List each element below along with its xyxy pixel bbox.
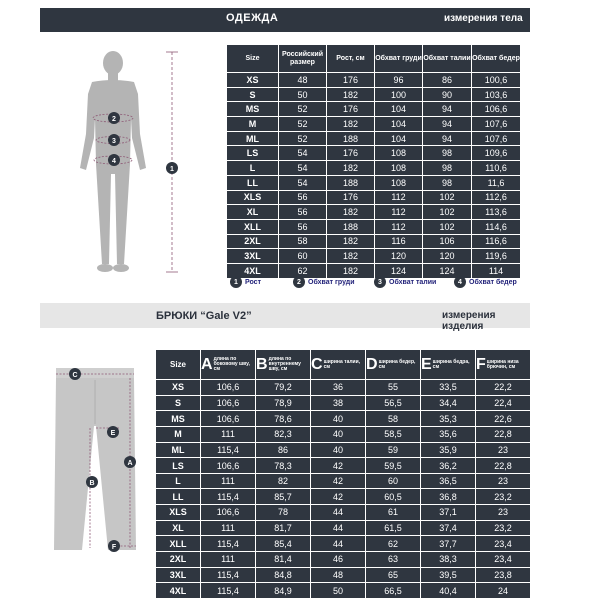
size-cell: XLL — [156, 536, 201, 552]
value-cell: 39,5 — [421, 567, 476, 583]
value-cell: 79,2 — [256, 380, 311, 396]
value-cell: 96 — [375, 73, 423, 88]
value-cell: 102 — [423, 190, 472, 205]
value-cell: 82 — [256, 473, 311, 489]
table-row — [156, 567, 531, 583]
size-cell: S — [227, 87, 279, 102]
table-row — [156, 473, 531, 489]
pants-size-table — [155, 349, 531, 599]
size-cell: ML — [227, 131, 279, 146]
value-cell: 106,6 — [472, 102, 521, 117]
table-row — [156, 458, 531, 474]
value-cell: 58,5 — [366, 426, 421, 442]
value-cell: 59,5 — [366, 458, 421, 474]
legend-item-hips — [454, 276, 517, 288]
value-cell: 38,3 — [421, 552, 476, 568]
value-cell: 106,6 — [201, 411, 256, 427]
clothing-subtitle: измерения тела — [444, 13, 523, 24]
size-cell: ML — [156, 442, 201, 458]
value-cell: 22,6 — [476, 411, 531, 427]
value-cell: 54 — [279, 175, 327, 190]
size-cell: 3XL — [156, 567, 201, 583]
pants-table-header-a — [201, 350, 256, 380]
table-row — [227, 219, 521, 234]
value-cell: 56 — [279, 205, 327, 220]
legend-label-chest: Обхват груди — [308, 278, 355, 286]
table-row — [227, 161, 521, 176]
size-cell: XL — [227, 205, 279, 220]
value-cell: 78 — [256, 505, 311, 521]
value-cell: 98 — [423, 146, 472, 161]
value-cell: 48 — [279, 73, 327, 88]
value-cell: 37,7 — [421, 536, 476, 552]
value-cell: 84,9 — [256, 583, 311, 599]
value-cell: 90 — [423, 87, 472, 102]
value-cell: 120 — [375, 249, 423, 264]
value-cell: 110,6 — [472, 161, 521, 176]
size-cell: XLS — [227, 190, 279, 205]
size-cell: LL — [227, 175, 279, 190]
size-cell: M — [227, 117, 279, 132]
value-cell: 60,5 — [366, 489, 421, 505]
value-cell: 54 — [279, 146, 327, 161]
value-cell: 62 — [366, 536, 421, 552]
table-row — [227, 87, 521, 102]
table-row — [156, 505, 531, 521]
value-cell: 111 — [201, 520, 256, 536]
value-cell: 102 — [423, 219, 472, 234]
column-letter: C — [311, 355, 323, 373]
value-cell: 114 — [472, 263, 521, 278]
value-cell: 55 — [366, 380, 421, 396]
value-cell: 104 — [375, 131, 423, 146]
value-cell: 78,9 — [256, 395, 311, 411]
value-cell: 44 — [311, 505, 366, 521]
body-table-header-cell: Обхват груди — [375, 45, 423, 73]
value-cell: 182 — [327, 87, 375, 102]
value-cell: 33,5 — [421, 380, 476, 396]
value-cell: 182 — [327, 205, 375, 220]
value-cell: 124 — [375, 263, 423, 278]
value-cell: 58 — [279, 234, 327, 249]
marker-3-label: 3 — [112, 138, 116, 145]
value-cell: 116 — [375, 234, 423, 249]
value-cell: 81,4 — [256, 552, 311, 568]
size-cell: XL — [156, 520, 201, 536]
value-cell: 60 — [366, 473, 421, 489]
pants-figure — [50, 362, 150, 562]
pants-title: БРЮКИ “Gale V2” — [156, 310, 252, 322]
value-cell: 65 — [366, 567, 421, 583]
size-cell: 4XL — [156, 583, 201, 599]
value-cell: 115,4 — [201, 442, 256, 458]
value-cell: 98 — [423, 161, 472, 176]
value-cell: 106,6 — [201, 505, 256, 521]
pants-silhouette — [54, 368, 136, 550]
value-cell: 182 — [327, 249, 375, 264]
value-cell: 86 — [423, 73, 472, 88]
size-cell: XS — [156, 380, 201, 396]
size-cell: MS — [156, 411, 201, 427]
value-cell: 188 — [327, 219, 375, 234]
value-cell: 114,6 — [472, 219, 521, 234]
legend-dot-2: 2 — [293, 276, 305, 288]
table-row — [156, 426, 531, 442]
value-cell: 44 — [311, 520, 366, 536]
column-letter: D — [366, 355, 378, 373]
body-table-header-cell: Size — [227, 45, 279, 73]
value-cell: 78,6 — [256, 411, 311, 427]
table-row — [156, 489, 531, 505]
body-figure — [68, 46, 190, 282]
table-row — [156, 442, 531, 458]
value-cell: 23,4 — [476, 536, 531, 552]
value-cell: 94 — [423, 102, 472, 117]
table-row — [227, 117, 521, 132]
size-cell: 3XL — [227, 249, 279, 264]
value-cell: 78,3 — [256, 458, 311, 474]
size-cell: XS — [227, 73, 279, 88]
table-row — [227, 190, 521, 205]
size-cell: 2XL — [156, 552, 201, 568]
value-cell: 52 — [279, 102, 327, 117]
value-cell: 176 — [327, 190, 375, 205]
value-cell: 111 — [201, 552, 256, 568]
size-cell: LS — [227, 146, 279, 161]
value-cell: 176 — [327, 73, 375, 88]
column-letter: B — [256, 355, 268, 373]
value-cell: 40 — [311, 426, 366, 442]
value-cell: 23 — [476, 442, 531, 458]
value-cell: 61 — [366, 505, 421, 521]
table-row — [227, 73, 521, 88]
pants-subtitle: измерения изделия — [442, 310, 496, 332]
value-cell: 108 — [375, 175, 423, 190]
pants-table-header-f — [476, 350, 531, 380]
legend-item-chest — [293, 276, 355, 288]
value-cell: 107,6 — [472, 117, 521, 132]
size-cell: L — [156, 473, 201, 489]
value-cell: 188 — [327, 131, 375, 146]
value-cell: 42 — [311, 473, 366, 489]
value-cell: 56,5 — [366, 395, 421, 411]
body-size-table — [226, 44, 521, 279]
table-row — [156, 583, 531, 599]
value-cell: 50 — [279, 87, 327, 102]
value-cell: 66,5 — [366, 583, 421, 599]
table-row — [156, 380, 531, 396]
value-cell: 23,2 — [476, 489, 531, 505]
value-cell: 24 — [476, 583, 531, 599]
value-cell: 63 — [366, 552, 421, 568]
value-cell: 36,8 — [421, 489, 476, 505]
column-letter: F — [476, 355, 486, 373]
value-cell: 42 — [311, 458, 366, 474]
value-cell: 176 — [327, 102, 375, 117]
pants-header-content — [256, 350, 310, 379]
pants-table-header-c — [311, 350, 366, 380]
value-cell: 40 — [311, 411, 366, 427]
marker-a-label: A — [127, 460, 133, 467]
size-cell: LL — [156, 489, 201, 505]
value-cell: 56 — [279, 190, 327, 205]
value-cell: 59 — [366, 442, 421, 458]
legend-label-waist: Обхват талии — [389, 278, 437, 286]
legend-item-height — [230, 276, 261, 288]
body-table-header-cell: Российский размер — [279, 45, 327, 73]
value-cell: 106 — [423, 234, 472, 249]
table-row — [227, 131, 521, 146]
value-cell: 107,6 — [472, 131, 521, 146]
value-cell: 112,6 — [472, 190, 521, 205]
value-cell: 22,2 — [476, 380, 531, 396]
value-cell: 36 — [311, 380, 366, 396]
size-cell: XLS — [156, 505, 201, 521]
marker-b-label: B — [89, 480, 95, 487]
body-table-header-cell: Рост, см — [327, 45, 375, 73]
value-cell: 22,8 — [476, 458, 531, 474]
value-cell: 37,1 — [421, 505, 476, 521]
value-cell: 48 — [311, 567, 366, 583]
size-cell: M — [156, 426, 201, 442]
pants-header-content — [366, 350, 420, 379]
marker-2-label: 2 — [112, 116, 116, 123]
value-cell: 58 — [366, 411, 421, 427]
value-cell: 60 — [279, 249, 327, 264]
value-cell: 40 — [311, 442, 366, 458]
clothing-header-band — [40, 8, 530, 32]
legend-dot-1: 1 — [230, 276, 242, 288]
value-cell: 124 — [423, 263, 472, 278]
value-cell: 115,4 — [201, 536, 256, 552]
value-cell: 23,4 — [476, 552, 531, 568]
table-row — [227, 234, 521, 249]
pants-table-header-d — [366, 350, 421, 380]
body-table-header-cell: Обхват талии — [423, 45, 472, 73]
value-cell: 116,6 — [472, 234, 521, 249]
value-cell: 36,5 — [421, 473, 476, 489]
legend-item-waist — [374, 276, 436, 288]
value-cell: 36,2 — [421, 458, 476, 474]
value-cell: 37,4 — [421, 520, 476, 536]
value-cell: 112 — [375, 205, 423, 220]
column-description: ширина бедра, см — [432, 358, 470, 370]
marker-f-label: F — [111, 544, 117, 551]
value-cell: 11,6 — [472, 175, 521, 190]
value-cell: 23 — [476, 505, 531, 521]
column-description: ширина бедер, см — [378, 358, 416, 370]
column-letter: E — [421, 355, 432, 373]
value-cell: 35,9 — [421, 442, 476, 458]
value-cell: 98 — [423, 175, 472, 190]
value-cell: 86 — [256, 442, 311, 458]
legend-dot-4: 4 — [454, 276, 466, 288]
pants-header-content — [311, 350, 365, 379]
value-cell: 44 — [311, 536, 366, 552]
value-cell: 42 — [311, 489, 366, 505]
value-cell: 182 — [327, 117, 375, 132]
value-cell: 112 — [375, 190, 423, 205]
size-cell: XLL — [227, 219, 279, 234]
size-cell: 2XL — [227, 234, 279, 249]
value-cell: 23,2 — [476, 520, 531, 536]
value-cell: 52 — [279, 117, 327, 132]
value-cell: 112 — [375, 219, 423, 234]
value-cell: 100 — [375, 87, 423, 102]
pants-header-content — [421, 350, 475, 379]
value-cell: 85,4 — [256, 536, 311, 552]
marker-1-label: 1 — [170, 166, 174, 173]
size-cell: S — [156, 395, 201, 411]
value-cell: 104 — [375, 102, 423, 117]
table-row — [227, 102, 521, 117]
value-cell: 94 — [423, 131, 472, 146]
value-cell: 106,6 — [201, 380, 256, 396]
value-cell: 109,6 — [472, 146, 521, 161]
value-cell: 54 — [279, 161, 327, 176]
size-cell: 4XL — [227, 263, 279, 278]
value-cell: 111 — [201, 426, 256, 442]
table-row — [156, 395, 531, 411]
body-table-header-cell: Обхват бедер — [472, 45, 521, 73]
column-description: ширина низа брючин, см — [486, 358, 519, 370]
value-cell: 182 — [327, 263, 375, 278]
value-cell: 23 — [476, 473, 531, 489]
table-row — [156, 411, 531, 427]
pants-header-content — [201, 350, 255, 379]
value-cell: 106,6 — [201, 458, 256, 474]
legend-label-hips: Обхват бедер — [469, 278, 517, 286]
value-cell: 119,6 — [472, 249, 521, 264]
value-cell: 102 — [423, 205, 472, 220]
value-cell: 82,3 — [256, 426, 311, 442]
column-letter: A — [201, 355, 213, 373]
table-row — [227, 175, 521, 190]
value-cell: 108 — [375, 146, 423, 161]
marker-c-label: C — [72, 372, 78, 379]
value-cell: 23,8 — [476, 567, 531, 583]
value-cell: 176 — [327, 146, 375, 161]
value-cell: 35,3 — [421, 411, 476, 427]
table-row — [227, 146, 521, 161]
value-cell: 38 — [311, 395, 366, 411]
value-cell: 111 — [201, 473, 256, 489]
size-cell: LS — [156, 458, 201, 474]
pants-header-content — [476, 350, 530, 379]
value-cell: 108 — [375, 161, 423, 176]
value-cell: 94 — [423, 117, 472, 132]
value-cell: 22,4 — [476, 395, 531, 411]
marker-e-label: E — [110, 430, 116, 437]
value-cell: 104 — [375, 117, 423, 132]
value-cell: 46 — [311, 552, 366, 568]
value-cell: 81,7 — [256, 520, 311, 536]
pants-table-header-e — [421, 350, 476, 380]
value-cell: 61,5 — [366, 520, 421, 536]
table-row — [156, 536, 531, 552]
value-cell: 120 — [423, 249, 472, 264]
value-cell: 182 — [327, 161, 375, 176]
value-cell: 52 — [279, 131, 327, 146]
clothing-title: ОДЕЖДА — [226, 12, 279, 24]
pants-table-size-header: Size — [156, 350, 201, 380]
legend-label-height: Рост — [245, 278, 261, 286]
value-cell: 85,7 — [256, 489, 311, 505]
legend-dot-3: 3 — [374, 276, 386, 288]
pants-header-band — [40, 303, 530, 332]
value-cell: 113,6 — [472, 205, 521, 220]
pants-table-header-b — [256, 350, 311, 380]
size-cell: L — [227, 161, 279, 176]
marker-4-label: 4 — [112, 158, 116, 165]
value-cell: 103,6 — [472, 87, 521, 102]
value-cell: 106,6 — [201, 395, 256, 411]
value-cell: 40,4 — [421, 583, 476, 599]
size-cell: MS — [227, 102, 279, 117]
value-cell: 56 — [279, 219, 327, 234]
value-cell: 62 — [279, 263, 327, 278]
value-cell: 84,8 — [256, 567, 311, 583]
value-cell: 100,6 — [472, 73, 521, 88]
value-cell: 35,6 — [421, 426, 476, 442]
column-description: ширина талии, см — [323, 358, 361, 370]
column-description: длина по внутреннему шву, см — [268, 356, 301, 372]
table-row — [156, 552, 531, 568]
value-cell: 22,8 — [476, 426, 531, 442]
value-cell: 188 — [327, 175, 375, 190]
table-row — [227, 249, 521, 264]
value-cell: 182 — [327, 234, 375, 249]
table-row — [227, 205, 521, 220]
value-cell: 115,4 — [201, 583, 256, 599]
value-cell: 50 — [311, 583, 366, 599]
column-description: длина по боковому шву, см — [213, 356, 250, 372]
value-cell: 34,4 — [421, 395, 476, 411]
value-cell: 115,4 — [201, 567, 256, 583]
table-row — [156, 520, 531, 536]
value-cell: 115,4 — [201, 489, 256, 505]
